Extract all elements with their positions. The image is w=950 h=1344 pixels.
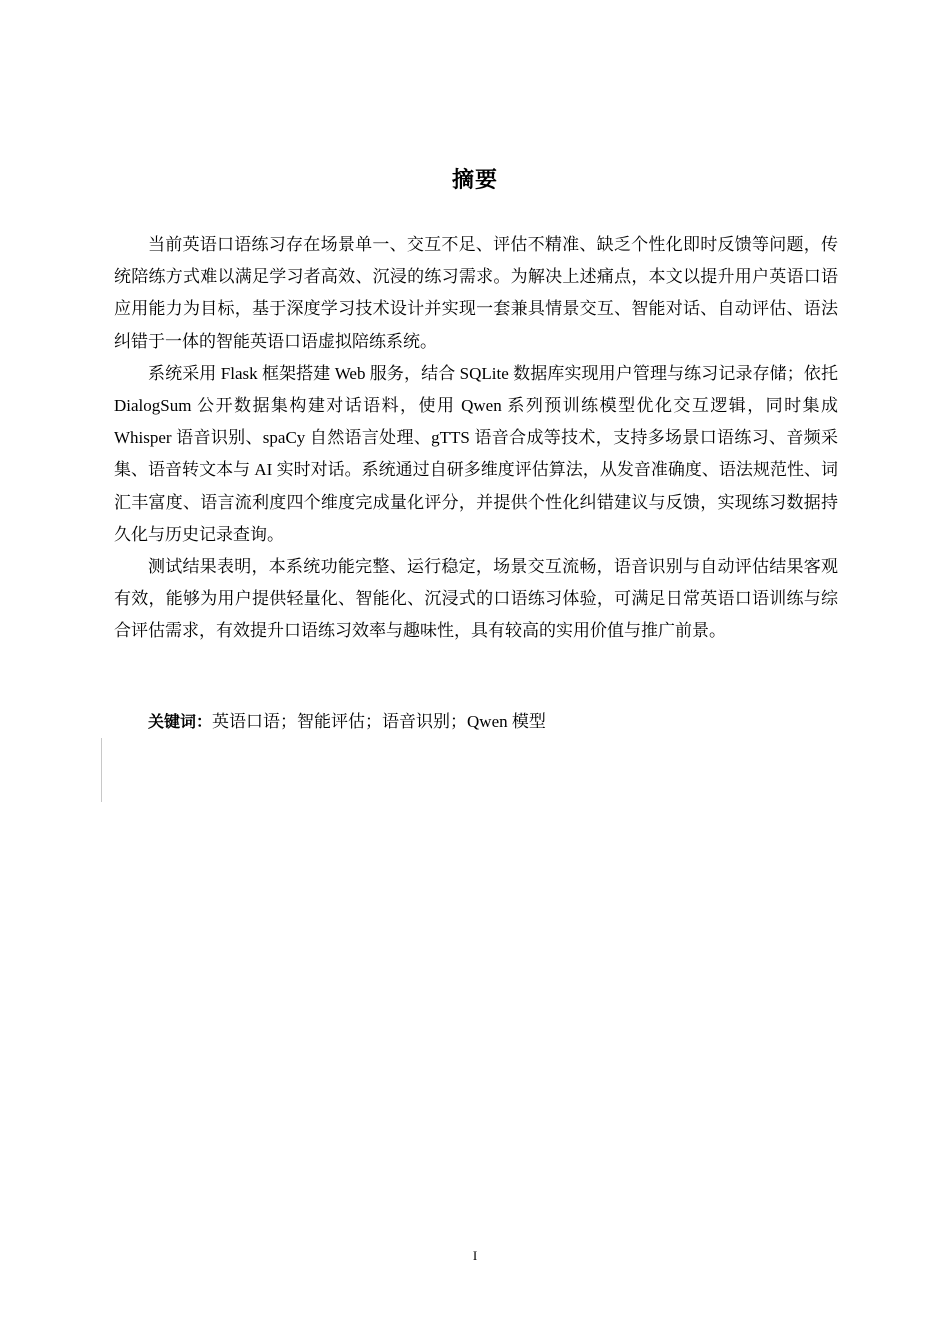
keywords-list: 英语口语；智能评估；语音识别；Qwen 模型 xyxy=(212,712,546,731)
margin-change-bar xyxy=(101,738,102,802)
abstract-body xyxy=(114,229,838,648)
abstract-paragraph-2: 系统采用 Flask 框架搭建 Web 服务，结合 SQLite 数据库实现用户管理与练习记录存储；依托 DialogSum 公开数据集构建对话语料，使用 Qwen 系列预训练模型优化交互逻辑，同时集成 Whisper 语音识别、spaCy 自然语言处理、gTTS 语音合成等技术，支持多场景口语练习、音频采集、语音转文本与 AI 实时对话。系统通过自研多维度评估算法，从发音准确度、语法规范性、词汇丰富度、语言流利度四个维度完成量化评分，并提供个性化纠错建议与反馈，实现练习数据持久化与历史记录查询。 xyxy=(114,363,838,544)
keywords-label: 关键词： xyxy=(148,712,213,731)
abstract-paragraph-1: 当前英语口语练习存在场景单一、交互不足、评估不精准、缺乏个性化即时反馈等问题，传统陪练方式难以满足学习者高效、沉浸的练习需求。为解决上述痛点，本文以提升用户英语口语应用能力为目标，基于深度学习技术设计并实现一套兼具情景交互、智能对话、自动评估、语法纠错于一体的智能英语口语虚拟陪练系统。 xyxy=(114,235,838,351)
page-number: I xyxy=(472,1248,478,1263)
keywords-line xyxy=(148,706,546,738)
abstract-paragraph-3: 测试结果表明，本系统功能完整、运行稳定，场景交互流畅，语音识别与自动评估结果客观有效，能够为用户提供轻量化、智能化、沉浸式的口语练习体验，可满足日常英语口语训练与综合评估需求，有效提升口语练习效率与趣味性，具有较高的实用价值与推广前景。 xyxy=(114,557,838,641)
page-title: 摘要 xyxy=(451,168,498,193)
